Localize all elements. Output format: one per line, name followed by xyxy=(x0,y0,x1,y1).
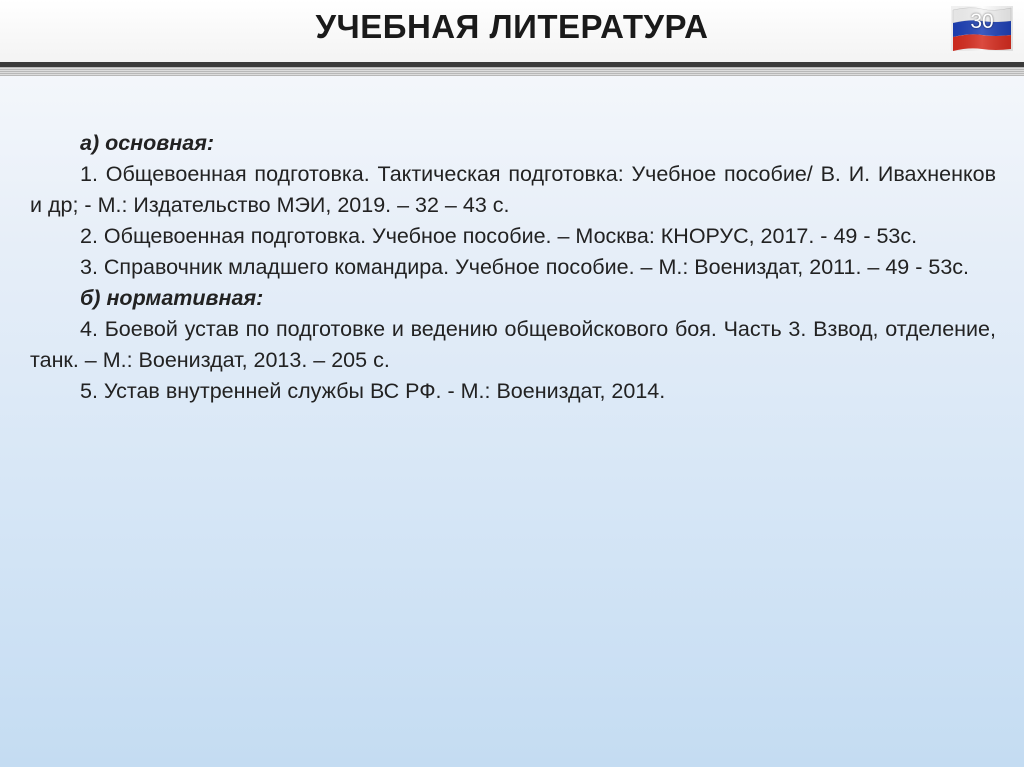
slide-header xyxy=(0,0,1024,62)
list-item: 1. Общевоенная подготовка. Тактическая подготовка: Учебное пособие/ В. И. Ивахненков и др; - М.: Издательство МЭИ, 2019. – 32 – 43 с. xyxy=(30,162,996,217)
header-divider-shadow xyxy=(0,67,1024,76)
slide-number: 30 xyxy=(970,10,994,33)
list-item: 4. Боевой устав по подготовке и ведению общевойскового боя. Часть 3. Взвод, отделение, танк. – М.: Воениздат, 2013. – 205 с. xyxy=(30,317,996,372)
literature-list xyxy=(30,128,996,407)
list-item: 5. Устав внутренней службы ВС РФ. - М.: Воениздат, 2014. xyxy=(80,379,666,403)
list-item: 3. Справочник младшего командира. Учебное пособие. – М.: Воениздат, 2011. – 49 - 53с. xyxy=(80,255,970,279)
section-heading-basic: а) основная: xyxy=(80,131,215,155)
list-item: 2. Общевоенная подготовка. Учебное пособие. – Москва: КНОРУС, 2017. - 49 - 53с. xyxy=(80,224,918,248)
slide-title: УЧЕБНАЯ ЛИТЕРАТУРА xyxy=(315,8,709,45)
section-heading-normative: б) нормативная: xyxy=(80,286,264,310)
